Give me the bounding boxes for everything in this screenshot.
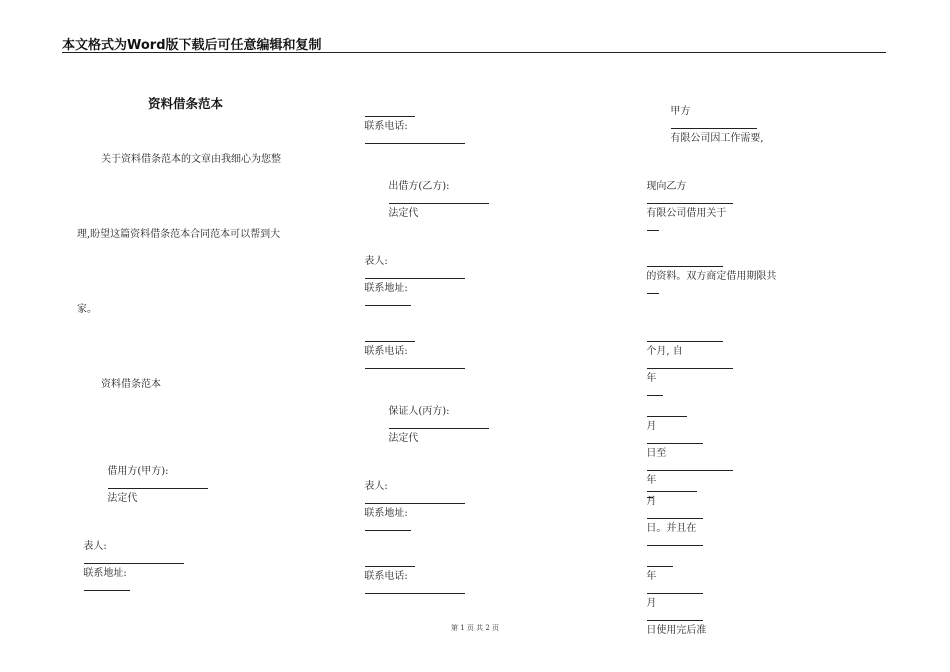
legal-rep-label: 法定代 [388, 208, 419, 219]
day-to-text: 日至 [646, 448, 667, 459]
rep-blank [365, 493, 465, 504]
rep-blank [365, 268, 465, 279]
clause-line-2 [640, 169, 734, 235]
address-label: 联系地址: [364, 283, 408, 294]
page-header [62, 34, 886, 53]
rep-label: 表人: [83, 541, 107, 552]
borrower-label: 借用方(甲方): [107, 466, 169, 477]
clause-line-1 [664, 94, 764, 145]
phone-blank [365, 358, 465, 369]
company-a-blank [671, 118, 757, 129]
guarantor-label: 保证人(丙方): [388, 406, 450, 417]
phone-label: 联系电话: [364, 571, 408, 582]
clause-line-4 [640, 319, 734, 400]
intro-line-1: 关于资料借条范本的文章由我细心为您整 [101, 154, 281, 165]
phone-blank [365, 583, 465, 594]
lender-line [382, 169, 490, 220]
guarantor-blank [389, 418, 489, 429]
company-need-text: 有限公司因工作需要, [670, 133, 764, 144]
phone-label: 联系电话: [364, 346, 408, 357]
month-label: 月 [646, 496, 657, 507]
phone-prefix-blank [365, 106, 415, 117]
address-blank [365, 520, 411, 531]
header-title: 本文格式为Word版下载后可任意编辑和复制 [62, 38, 322, 53]
rep-label: 表人: [364, 481, 388, 492]
phone-prefix-blank [365, 556, 415, 567]
lender-rep-line [358, 244, 466, 310]
party-a-label: 甲方 [670, 106, 691, 117]
address-label: 联系地址: [83, 568, 127, 579]
borrower-rep-line [77, 529, 185, 595]
material-blank [647, 256, 723, 267]
phone-blank [365, 133, 465, 144]
end-day-blank [647, 508, 703, 519]
borrower-line [101, 454, 209, 505]
rep-label: 表人: [364, 256, 388, 267]
start-month-cont-blank [647, 406, 687, 417]
return-day-blank [647, 610, 703, 621]
clause-line-3 [640, 244, 776, 298]
month-label: 月 [646, 421, 657, 432]
guarantor-line [382, 394, 490, 445]
lender-label: 出借方(乙方): [388, 181, 450, 192]
company-b-blank [647, 193, 733, 204]
phone-label: 联系电话: [364, 121, 408, 132]
lender-phone-line [358, 319, 466, 373]
month-label: 月 [646, 598, 657, 609]
address-blank [365, 295, 411, 306]
months-from-text: 个月, 自 [646, 346, 683, 357]
company-borrow-text: 有限公司借用关于 [646, 208, 727, 219]
legal-rep-label: 法定代 [388, 433, 419, 444]
guarantor-rep-line [358, 469, 466, 535]
start-day-blank [647, 433, 703, 444]
section-subtitle: 资料借条范本 [101, 379, 161, 390]
lender-blank [389, 193, 489, 204]
rep-blank [84, 553, 184, 564]
start-year-blank [647, 358, 733, 369]
year-label: 年 [646, 475, 657, 486]
address-blank [84, 580, 130, 591]
borrower-phone-line [358, 94, 466, 148]
return-year-blank [647, 556, 673, 567]
year-label: 年 [646, 571, 657, 582]
legal-rep-label: 法定代 [107, 493, 138, 504]
guarantor-phone-line [358, 544, 466, 598]
borrower-blank [108, 478, 208, 489]
topic-blank [647, 220, 659, 231]
page-footer: 第 1 页 共 2 页 [450, 624, 500, 632]
year-label: 年 [646, 373, 657, 384]
to-party-b-text: 现向乙方 [646, 181, 687, 192]
phone-prefix-blank [365, 331, 415, 342]
end-month-cont-blank [647, 481, 697, 492]
material-text: 的资料。双方商定借用期限共 [646, 271, 777, 282]
return-text: 日使用完后准 [646, 625, 707, 636]
day-and-at-text: 日。并且在 [646, 523, 697, 534]
months-blank [647, 331, 723, 342]
intro-line-3: 家。 [77, 304, 97, 315]
clause-line-6 [640, 469, 704, 550]
period-blank [647, 283, 659, 294]
address-label: 联系地址: [364, 508, 408, 519]
document-title: 资料借条范本 [148, 96, 224, 111]
intro-line-2: 理,盼望这篇资料借条范本合同范本可以帮到大 [77, 229, 281, 240]
return-month-blank [647, 583, 703, 594]
